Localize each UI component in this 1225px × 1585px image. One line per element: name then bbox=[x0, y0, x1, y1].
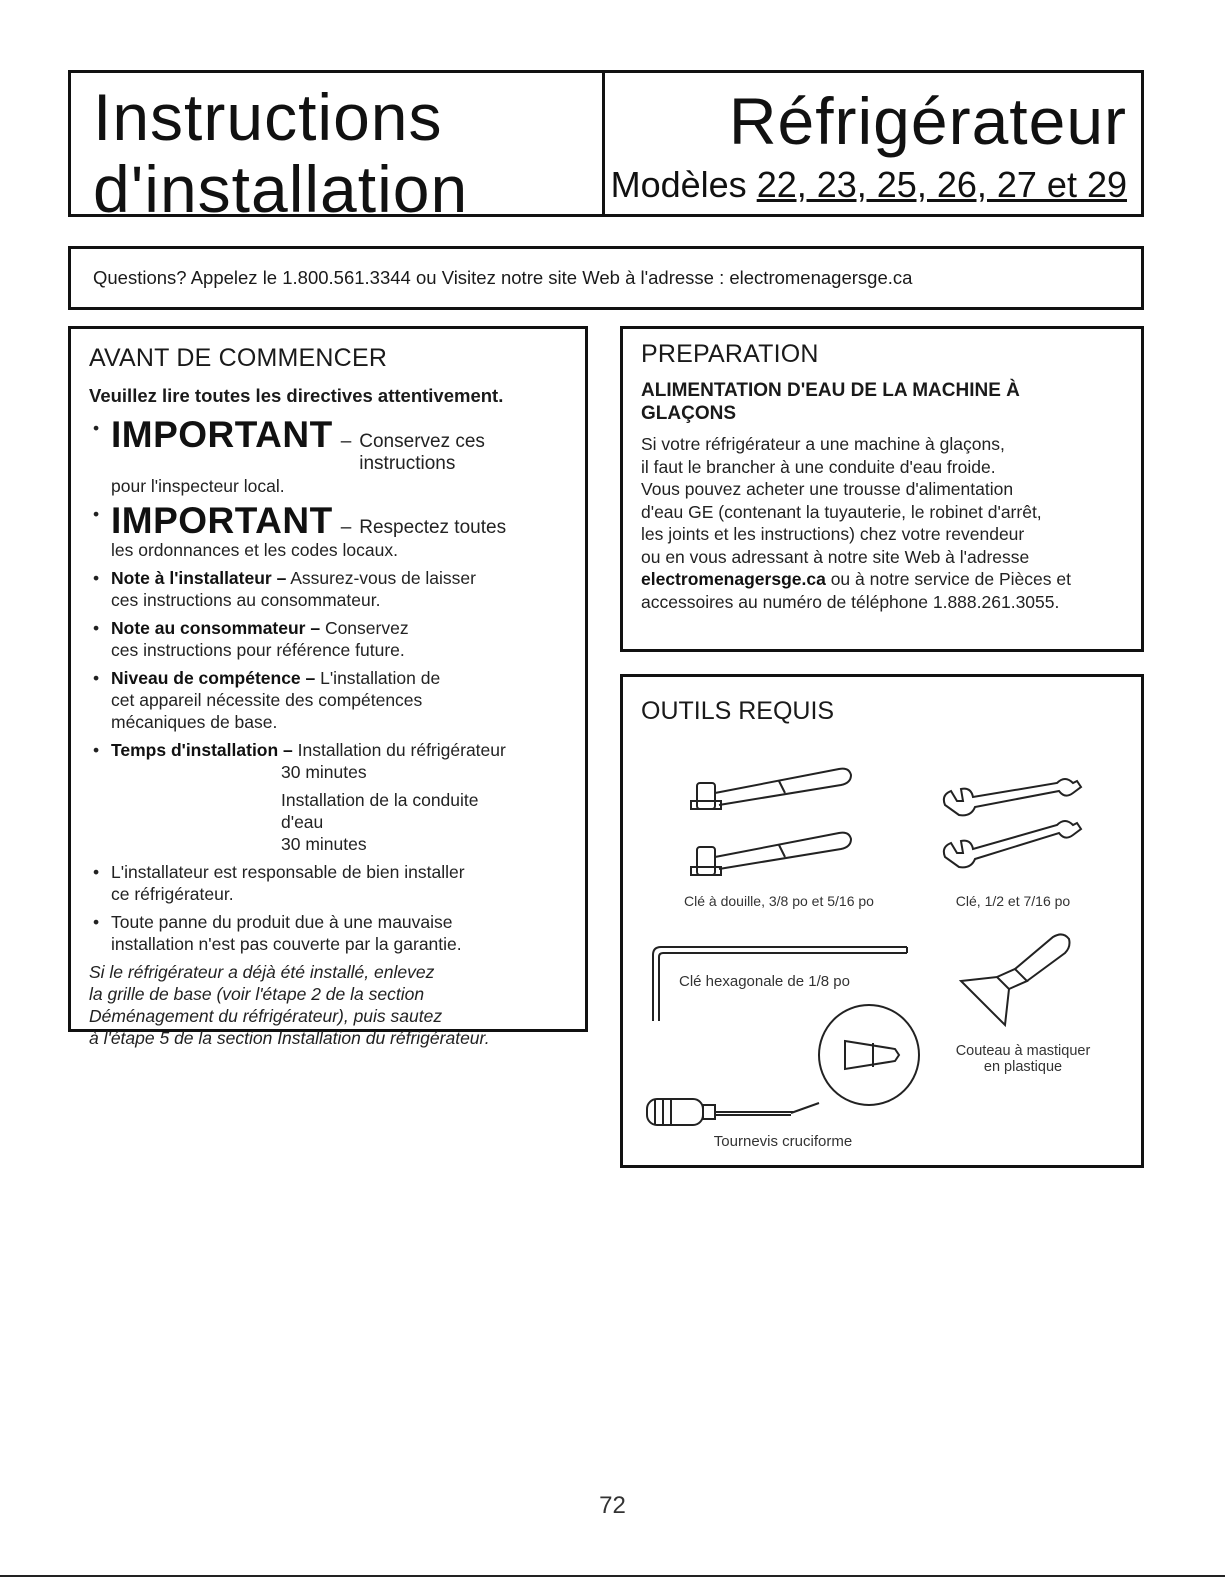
responsibility-line: • L'installateur est responsable de bien installer bbox=[111, 862, 465, 882]
avant-title: AVANT DE COMMENCER bbox=[89, 344, 388, 372]
important-cont: les ordonnances et les codes locaux. bbox=[111, 540, 398, 560]
list-item bbox=[89, 861, 567, 905]
install-time-text: Installation du réfrigérateur bbox=[292, 740, 506, 760]
list-item bbox=[89, 500, 567, 561]
hex-key-caption: Clé hexagonale de 1/8 po bbox=[679, 973, 850, 990]
putty-caption-line: Couteau à mastiquer bbox=[955, 1043, 1091, 1059]
list-item bbox=[89, 739, 567, 855]
responsibility-line: ce réfrigérateur. bbox=[111, 884, 234, 904]
tools-section bbox=[620, 674, 1144, 1168]
warranty-line: • Toute panne du produit due à une mauvaise bbox=[111, 912, 453, 932]
models-list: 22, 23, 25, 26, 27 et 29 bbox=[756, 164, 1127, 205]
skill-level-text: L'installation de bbox=[315, 668, 441, 688]
list-item bbox=[89, 414, 567, 497]
important-text: Respectez toutes bbox=[359, 517, 507, 538]
install-time-line: Installation de la conduite bbox=[281, 790, 479, 810]
install-time-value: 30 minutes bbox=[281, 762, 367, 782]
install-time-label: Temps d'installation – bbox=[111, 740, 293, 760]
header-title-line2: d'installation bbox=[93, 152, 469, 226]
note-installer-text: Assurez-vous de laisser bbox=[286, 568, 476, 588]
important-label: • IMPORTANT bbox=[111, 500, 333, 541]
install-time-line: d'eau bbox=[281, 812, 324, 832]
prep-subtitle-line: GLAÇONS bbox=[641, 403, 736, 424]
socket-caption: Clé à douille, 3/8 po et 5/16 po bbox=[684, 893, 874, 909]
skill-level-cont: cet appareil nécessite des compétences bbox=[111, 690, 423, 710]
prep-body-line bbox=[641, 568, 1127, 591]
list-item bbox=[89, 911, 567, 955]
note-installer-label: Note à l'installateur – bbox=[111, 568, 287, 588]
prep-body-line: Vous pouvez acheter une trousse d'alimentation bbox=[641, 479, 1014, 499]
prep-body-line: il faut le brancher à une conduite d'eau froide. bbox=[641, 456, 996, 477]
page-header bbox=[68, 70, 1144, 226]
important-cont: pour l'inspecteur local. bbox=[111, 476, 285, 496]
avant-subtitle: Veuillez lire toutes les directives attentivement. bbox=[89, 385, 504, 406]
tools-title: OUTILS REQUIS bbox=[641, 697, 835, 725]
models-prefix: Modèles bbox=[610, 164, 747, 205]
questions-bar bbox=[68, 246, 1144, 310]
important-label: • IMPORTANT bbox=[111, 414, 333, 455]
socket-wrench-icon bbox=[689, 761, 869, 881]
skill-level-label: Niveau de compétence – bbox=[111, 668, 316, 688]
prep-subtitle-line: ALIMENTATION D'EAU DE LA MACHINE À bbox=[641, 380, 1020, 401]
wrench-caption: Clé, 1/2 et 7/16 po bbox=[955, 893, 1071, 909]
list-item bbox=[89, 567, 567, 611]
note-installer-cont: ces instructions au consommateur. bbox=[111, 590, 381, 610]
preparation-section bbox=[620, 326, 1144, 652]
prep-title: PREPARATION bbox=[641, 340, 819, 368]
prep-subtitle bbox=[641, 379, 1127, 425]
header-title-right bbox=[605, 73, 1141, 214]
questions-text: Questions? Appelez le 1.800.561.3344 ou Visitez notre site Web à l'adresse : electromenagersge.ca bbox=[93, 267, 913, 288]
prep-body-line: accessoires au numéro de téléphone 1.888.261.3055. bbox=[641, 591, 1060, 612]
warranty-line: installation n'est pas couverte par la garantie. bbox=[111, 934, 462, 954]
screwdriver-icon bbox=[641, 1003, 931, 1139]
header-title-line1: Instructions bbox=[93, 80, 443, 154]
putty-caption-line: en plastique bbox=[983, 1059, 1063, 1075]
putty-knife-icon bbox=[957, 929, 1087, 1039]
note-consumer-label: Note au consommateur – bbox=[111, 618, 321, 638]
screwdriver-caption: Tournevis cruciforme bbox=[713, 1133, 853, 1150]
page-bottom-rule bbox=[0, 1575, 1225, 1577]
prep-body-line: Si votre réfrigérateur a une machine à glaçons, bbox=[641, 434, 1005, 454]
important-dash: – bbox=[340, 517, 352, 538]
note-consumer-text: Conservez bbox=[320, 618, 409, 638]
list-item bbox=[89, 667, 567, 733]
important-dash: – bbox=[340, 431, 352, 452]
prep-body-line: ou en vous adressant à notre site Web à l'adresse bbox=[641, 546, 1030, 567]
prep-body-text: ou à notre service de Pièces et bbox=[825, 569, 1071, 589]
prep-body bbox=[641, 433, 1127, 613]
install-time-value: 30 minutes bbox=[281, 834, 367, 854]
italic-note-line: la grille de base (voir l'étape 2 de la section bbox=[89, 984, 425, 1004]
italic-note bbox=[89, 961, 567, 1049]
website-link[interactable]: electromenagersge.ca bbox=[641, 569, 826, 589]
italic-note-line: Déménagement du réfrigérateur), puis sautez bbox=[89, 1006, 443, 1026]
note-consumer-cont: ces instructions pour référence future. bbox=[111, 640, 405, 660]
italic-note-line: à l'étape 5 de la section Installation du réfrigérateur. bbox=[89, 1028, 490, 1048]
prep-body-line: les joints et les instructions) chez votre revendeur bbox=[641, 524, 1025, 544]
list-item bbox=[89, 617, 567, 661]
avant-section bbox=[68, 326, 588, 1048]
avant-list bbox=[89, 414, 567, 955]
prep-body-line: d'eau GE (contenant la tuyauterie, le robinet d'arrêt, bbox=[641, 501, 1042, 522]
skill-level-cont: mécaniques de base. bbox=[111, 712, 278, 732]
open-end-wrench-icon bbox=[937, 777, 1097, 887]
important-text: Conservez ces instructions bbox=[359, 431, 485, 474]
product-title: Réfrigérateur bbox=[728, 84, 1127, 158]
header-title-left bbox=[71, 73, 605, 226]
putty-knife-caption bbox=[923, 1043, 1123, 1075]
italic-note-line: Si le réfrigérateur a déjà été installé, enlevez bbox=[89, 962, 435, 982]
models-line bbox=[605, 159, 1127, 211]
page-number: 72 bbox=[599, 1492, 626, 1519]
